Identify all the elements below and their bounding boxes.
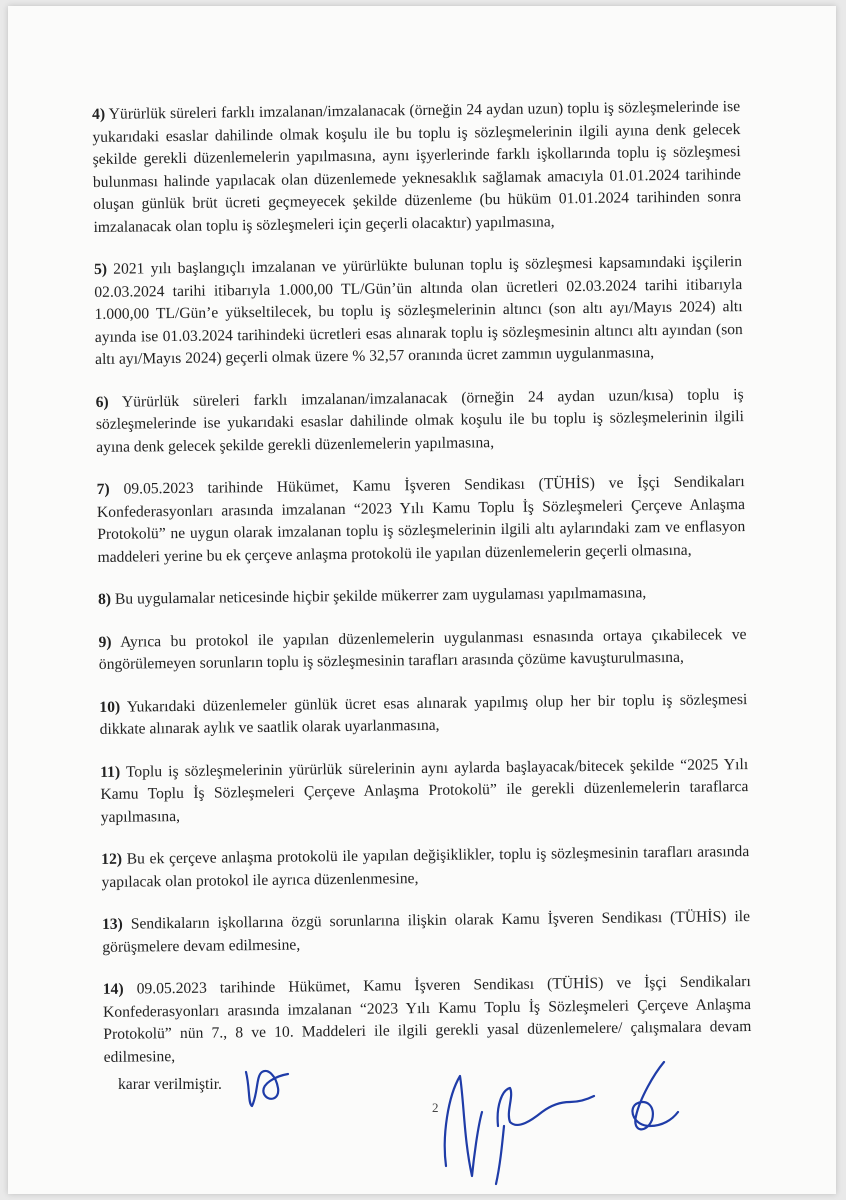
item-text: Bu uygulamalar neticesinde hiçbir şekilde mükerrer zam uygulaması yapılmamasına,	[114, 584, 647, 608]
signature-2	[438, 1056, 608, 1194]
list-item	[92, 96, 742, 239]
item-text: 09.05.2023 tarihinde Hükümet, Kamu İşveren Sendikası (TÜHİS) ve İşçi Sendikaları Konfederasyonları arasında imzalanan “2023 Yılı Kamu Toplu İş Sözleşmeleri Çerçeve Anlaşma Protokolü” ne uygun olarak imzalanan toplu iş sözleşmelerinin ilgili altı aylarındaki zam ve enflasyon maddeleri yerine bu ek çerçeve anlaşma protokolü ile yapılan düzenlemelerin geçerli olmasına,	[96, 473, 746, 566]
item-number: 13)	[101, 915, 123, 933]
item-text: Yürürlük süreleri farklı imzalanan/imzalanacak (örneğin 24 aydan uzun/kısa) toplu iş sözleşmelerinde ise yukarıdaki esaslar dahilinde olmak koşulu ile bu toplu iş sözleşmelerinin ilgili ayına denk gelecek şekilde gerekli düzenlemelerin yapılmasına,	[95, 385, 744, 456]
item-number: 5)	[93, 260, 108, 278]
item-number: 14)	[102, 980, 124, 998]
item-text: Toplu iş sözleşmelerinin yürürlük sürelerinin aynı aylarda başlayacak/bitecek şekilde “2025 Yılı Kamu Toplu İş Sözleşmeleri Çerçeve Anlaşma Protokolü” ile gerekli düzenlemelerin taraflarca yapılmasına,	[100, 755, 749, 826]
list-item	[94, 251, 743, 371]
item-number: 10)	[99, 698, 121, 716]
item-number: 11)	[100, 763, 121, 781]
document-body	[92, 96, 752, 1089]
list-item	[96, 384, 745, 459]
page-number: 2	[432, 1100, 439, 1115]
item-text: Ayrıca bu protokol ile yapılan düzenlemelerin uygulanması esnasında ortaya çıkabilecek ve öngörülemeyen sorunların toplu iş sözleşmesinin tarafları arasında çözüme kavuşturulmasına,	[98, 625, 747, 673]
item-text: Sendikaların işkollarına özgü sorunlarına ilişkin olarak Kamu İşveren Sendikası (TÜHİS) ile görüşmelere devam edilmesine,	[102, 908, 751, 956]
list-item	[97, 471, 746, 569]
list-item	[101, 841, 750, 894]
item-number: 8)	[97, 590, 112, 608]
item-number: 12)	[101, 850, 123, 868]
list-item	[102, 906, 751, 959]
list-item	[99, 689, 748, 742]
item-text: Bu ek çerçeve anlaşma protokolü ile yapılan değişiklikler, toplu iş sözleşmesinin tarafları arasında yapılacak olan protokol ile ayrıca düzenlenmesine,	[101, 843, 750, 891]
document-page	[8, 6, 836, 1194]
item-text: Yürürlük süreleri farklı imzalanan/imzalanacak (örneğin 24 aydan uzun) toplu iş sözleşmelerinde ise yukarıdaki esaslar dahilinde olmak koşulu ile bu toplu iş sözleşmelerinin ilgili ayına denk gelecek şekilde gerekli düzenlemelerin yapılmasına, aynı işyerlerinde farklı işkollarında toplu iş sözleşmesi bulunması halinde yapılacak olan düzenlemede yeknesaklık sağlamak amacıyla 01.01.2024 tarihinde oluşan günlük brüt ücreti geçmeyecek şekilde düzenleme (bu hüküm 01.01.2024 tarihinden sonra imzalanacak olan toplu iş sözleşmeleri için geçerli olacaktır) yapılmasına,	[92, 98, 742, 236]
item-number: 6)	[95, 393, 109, 411]
signature-3	[616, 1054, 686, 1144]
item-text: Yukarıdaki düzenlemeler günlük ücret esas alınarak yapılmış olup her bir toplu iş sözleşmesi dikkate alınarak aylık ve saatlik olarak uyarlanmasına,	[99, 690, 748, 738]
list-item	[98, 581, 746, 611]
item-number: 9)	[98, 633, 112, 651]
closing-text: karar verilmiştir.	[118, 1076, 222, 1093]
list-item	[98, 624, 747, 677]
signature-1	[236, 1054, 296, 1114]
item-number: 4)	[92, 105, 106, 123]
item-text: 2021 yılı başlangıçlı imzalanan ve yürürlükte bulunan toplu iş sözleşmesi kapsamındaki işçilerin 02.03.2024 tarihi itibarıyla 1.000,00 TL/Gün’ün altında olan ücretleri 02.03.2024 tarihi itibarıyla 1.000,00 TL/Gün’e yükseltilecek, bu toplu iş sözleşmelerinin altıncı (son altı ayı/Mayıs 2024) altı ayında ise 01.03.2024 tarihindeki ücretleri esas alınarak toplu iş sözleşmesinin altıncı altı ayından (son altı ayı/Mayıs 2024) geçerli olmak üzere % 32,57 oranında ücret zammın uygulanmasına,	[94, 253, 743, 368]
item-text: 09.05.2023 tarihinde Hükümet, Kamu İşveren Sendikası (TÜHİS) ve İşçi Sendikaları Konfederasyonları arasında imzalanan “2023 Yılı Kamu Toplu İş Sözleşmeleri Çerçeve Anlaşma Protokolü” nün 7., 8 ve 10. Maddeleri ile ilgili gerekli yasal düzenlemelere/ çalışmalara devam edilmesine,	[102, 973, 752, 1066]
item-number: 7)	[96, 480, 110, 498]
list-item	[100, 754, 749, 829]
